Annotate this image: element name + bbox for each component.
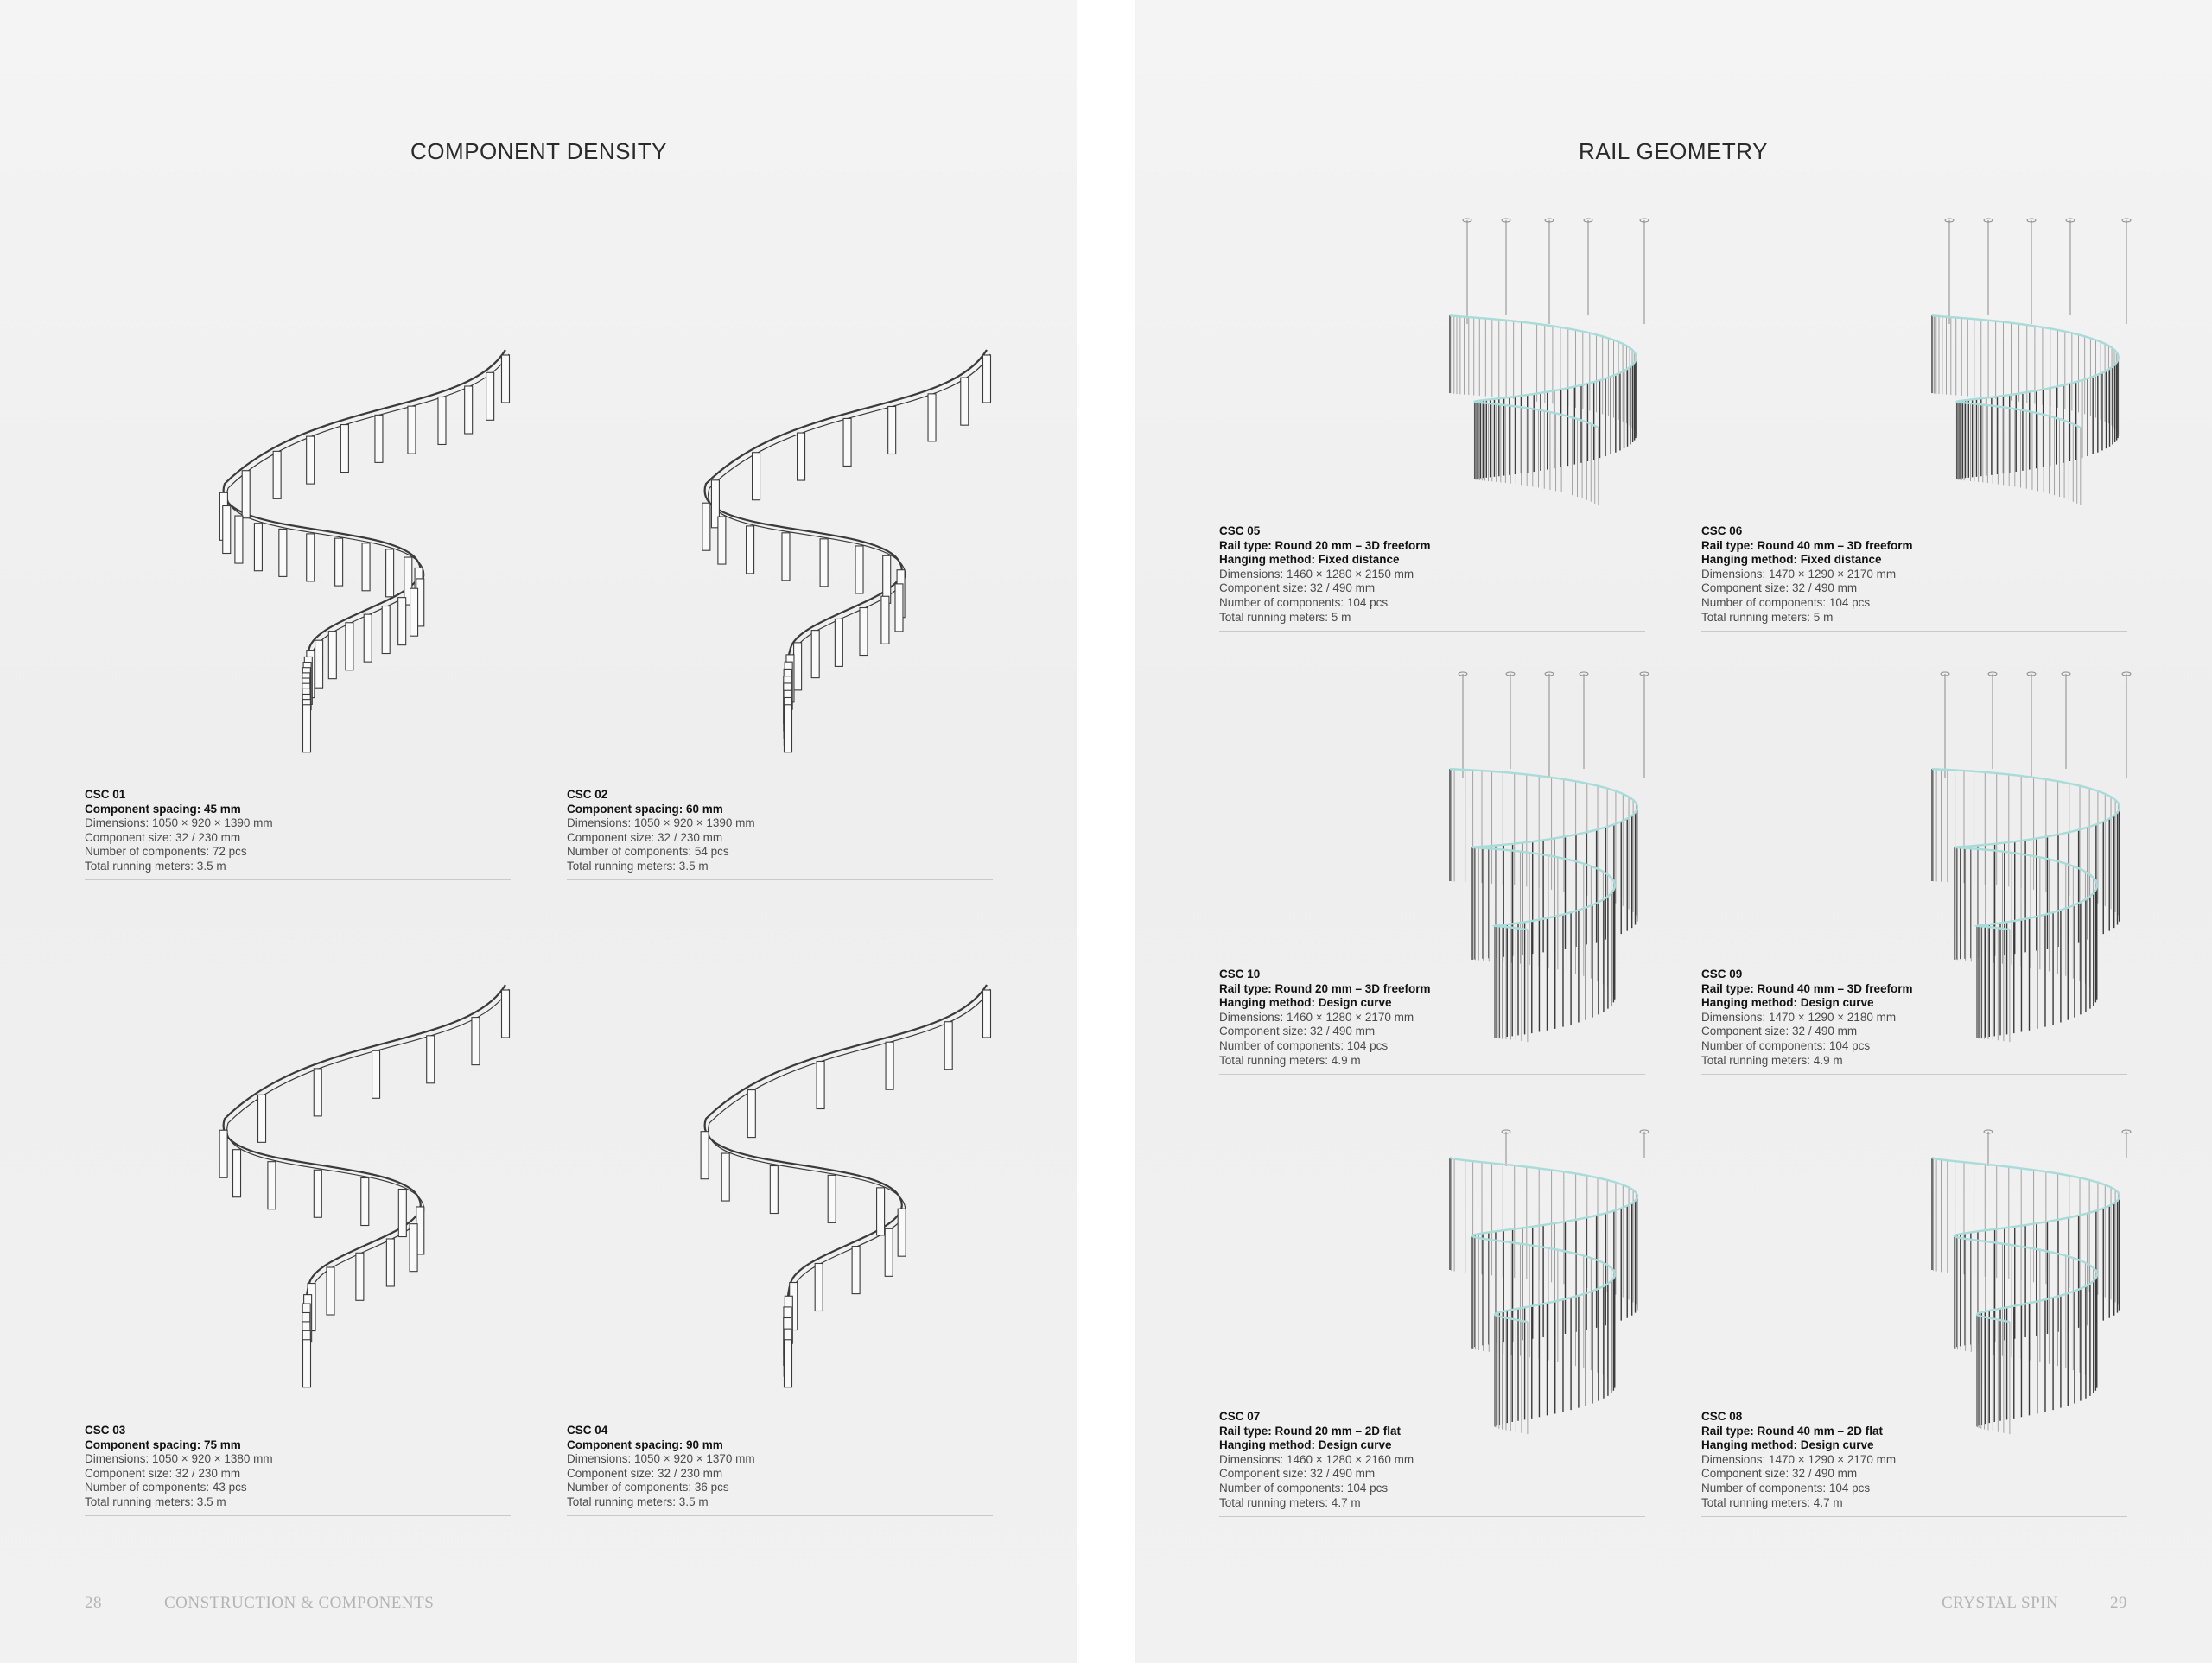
spec-components: Number of components: 104 pcs <box>1701 1481 1871 1495</box>
hanging-tube <box>356 1253 364 1300</box>
spec-component-size: Component size: 32 / 490 mm <box>1701 1467 1858 1481</box>
hanging-tube <box>811 631 819 678</box>
spec-code: CSC 02 <box>567 788 608 801</box>
divider <box>85 1515 511 1516</box>
divider <box>1219 631 1645 632</box>
hanging-tube <box>885 1228 893 1276</box>
hanging-tube <box>314 1069 321 1116</box>
spec-component-size: Component size: 32 / 490 mm <box>1701 581 1858 595</box>
hanging-tube <box>223 506 231 554</box>
spec-hanging-method: Hanging method: Design curve <box>1701 1438 1874 1452</box>
spec-running-meters: Total running meters: 4.9 m <box>1219 1053 1361 1067</box>
spec-component-size: Component size: 32 / 230 mm <box>567 1466 723 1480</box>
spec-hanging-method: Hanging method: Fixed distance <box>1219 553 1400 567</box>
hanging-tube <box>944 1022 952 1070</box>
chandelier-illustration-csc05 <box>1428 220 1670 600</box>
chandelier-illustration-csc08 <box>1910 1114 2152 1495</box>
right-page <box>1135 0 2212 1663</box>
hanging-tube <box>340 425 348 473</box>
hanging-tube <box>375 415 383 462</box>
chandelier-illustration-csc03 <box>207 972 518 1378</box>
spec-block-csc05 <box>1219 524 1431 625</box>
hanging-tube <box>486 372 494 420</box>
left-page <box>0 0 1077 1663</box>
spec-component-size: Component size: 32 / 230 mm <box>567 830 723 844</box>
spec-running-meters: Total running meters: 5 m <box>1701 610 1834 624</box>
spec-rail-type: Rail type: Round 40 mm – 2D flat <box>1701 1424 1884 1438</box>
spec-components: Number of components: 104 pcs <box>1701 1038 1871 1052</box>
spec-dimensions: Dimensions: 1470 × 1290 × 2180 mm <box>1701 1010 1897 1024</box>
hanging-tube <box>364 614 372 662</box>
hanging-tube <box>427 1036 435 1083</box>
hanging-tube <box>747 1090 755 1138</box>
hanging-tube <box>372 1050 380 1098</box>
spec-component-size: Component size: 32 / 490 mm <box>1219 1467 1376 1481</box>
chandelier-illustration-csc01 <box>207 337 518 743</box>
page-number: 28 <box>85 1594 102 1612</box>
hanging-tube <box>983 990 991 1038</box>
spec-spacing: Component spacing: 60 mm <box>567 802 723 816</box>
divider <box>567 879 993 880</box>
hanging-tube <box>465 386 473 434</box>
hanging-tube <box>273 451 281 498</box>
spec-rail-type: Rail type: Round 20 mm – 3D freeform <box>1219 981 1431 995</box>
chandelier-illustration-csc06 <box>1910 220 2152 600</box>
hanging-tube <box>279 529 287 576</box>
spec-block-csc04 <box>567 1424 755 1510</box>
divider <box>1701 1074 2127 1075</box>
section-title-rail-geometry: RAIL GEOMETRY <box>1579 138 1768 164</box>
spec-rail-type: Rail type: Round 20 mm – 2D flat <box>1219 1424 1402 1438</box>
spec-running-meters: Total running meters: 4.7 m <box>1701 1495 1843 1509</box>
spec-dimensions: Dimensions: 1050 × 920 × 1370 mm <box>567 1452 755 1466</box>
spec-component-size: Component size: 32 / 490 mm <box>1219 1025 1376 1038</box>
hanging-tube <box>843 418 851 466</box>
spec-dimensions: Dimensions: 1460 × 1280 × 2150 mm <box>1219 567 1414 581</box>
spec-components: Number of components: 104 pcs <box>1219 595 1389 609</box>
spec-code: CSC 03 <box>85 1424 126 1437</box>
spec-block-csc06 <box>1701 524 1913 625</box>
spec-hanging-method: Hanging method: Fixed distance <box>1701 553 1882 567</box>
divider <box>1219 1516 1645 1517</box>
divider <box>1701 631 2127 632</box>
rail-curve <box>224 985 505 1335</box>
hanging-tube <box>386 1239 394 1286</box>
rail-curve <box>705 350 987 700</box>
hanging-tube <box>888 406 896 454</box>
divider <box>85 879 511 880</box>
hanging-tube <box>784 1340 791 1387</box>
spec-spacing: Component spacing: 45 mm <box>85 802 241 816</box>
spec-running-meters: Total running meters: 3.5 m <box>85 1495 226 1508</box>
spec-code: CSC 07 <box>1219 1410 1261 1423</box>
hanging-tube <box>798 433 805 480</box>
spec-code: CSC 08 <box>1701 1410 1743 1423</box>
divider <box>1219 1074 1645 1075</box>
hanging-tube <box>410 1224 417 1272</box>
hanging-tube <box>268 1162 276 1209</box>
hanging-tube <box>852 1247 860 1294</box>
spec-dimensions: Dimensions: 1470 × 1290 × 2170 mm <box>1701 567 1897 581</box>
spec-dimensions: Dimensions: 1460 × 1280 × 2160 mm <box>1219 1452 1414 1466</box>
hanging-tube <box>855 546 863 593</box>
spec-dimensions: Dimensions: 1050 × 920 × 1390 mm <box>85 816 273 830</box>
hanging-tube <box>398 1190 406 1237</box>
spec-dimensions: Dimensions: 1470 × 1290 × 2170 mm <box>1701 1452 1897 1466</box>
divider <box>1701 1516 2127 1517</box>
chandelier-illustration-csc04 <box>689 972 1000 1378</box>
page-number: 29 <box>2110 1594 2127 1612</box>
spec-code: CSC 04 <box>567 1424 608 1437</box>
hanging-tube <box>784 705 791 752</box>
hanging-tube <box>314 1170 321 1217</box>
spec-spacing: Component spacing: 75 mm <box>85 1438 241 1451</box>
hanging-tube <box>328 632 336 679</box>
hanging-tube <box>983 355 991 403</box>
hanging-tube <box>235 516 243 563</box>
spec-components: Number of components: 72 pcs <box>85 845 247 859</box>
hanging-tube <box>718 517 726 564</box>
chandelier-illustration-csc07 <box>1428 1114 1670 1495</box>
hanging-tube <box>307 534 315 581</box>
hanging-tube <box>782 533 790 581</box>
hanging-tube <box>502 355 510 403</box>
spec-component-size: Component size: 32 / 490 mm <box>1701 1025 1858 1038</box>
hanging-tube <box>233 1150 241 1197</box>
hanging-tube <box>335 538 343 586</box>
hanging-tube <box>472 1018 480 1065</box>
spec-code: CSC 06 <box>1701 524 1743 537</box>
spec-component-size: Component size: 32 / 490 mm <box>1219 581 1376 595</box>
spec-components: Number of components: 54 pcs <box>567 845 729 859</box>
spec-running-meters: Total running meters: 3.5 m <box>567 859 709 873</box>
hanging-tube <box>817 1062 824 1109</box>
hanging-tube <box>219 1130 227 1177</box>
hanging-tube <box>410 588 418 636</box>
spec-components: Number of components: 43 pcs <box>85 1481 247 1495</box>
spec-block-csc07 <box>1219 1410 1414 1510</box>
spec-dimensions: Dimensions: 1460 × 1280 × 2170 mm <box>1219 1010 1414 1024</box>
spec-components: Number of components: 104 pcs <box>1701 595 1871 609</box>
hanging-tube <box>362 543 370 591</box>
spec-running-meters: Total running meters: 3.5 m <box>85 859 226 873</box>
spec-hanging-method: Hanging method: Design curve <box>1219 1438 1392 1452</box>
spec-running-meters: Total running meters: 5 m <box>1219 610 1351 624</box>
hanging-tube <box>254 524 262 571</box>
hanging-tube <box>898 1209 906 1256</box>
spec-block-csc02 <box>567 788 755 874</box>
hanging-tube <box>828 1175 836 1222</box>
spec-components: Number of components: 36 pcs <box>567 1481 729 1495</box>
spec-hanging-method: Hanging method: Design curve <box>1219 996 1392 1010</box>
spec-rail-type: Rail type: Round 40 mm – 3D freeform <box>1701 981 1913 995</box>
spec-component-size: Component size: 32 / 230 mm <box>85 830 241 844</box>
spec-spacing: Component spacing: 90 mm <box>567 1438 723 1451</box>
hanging-tube <box>835 619 842 666</box>
spec-components: Number of components: 104 pcs <box>1219 1481 1389 1495</box>
spec-dimensions: Dimensions: 1050 × 920 × 1380 mm <box>85 1452 273 1466</box>
chandelier-illustration-csc10 <box>1428 674 1670 1054</box>
spec-running-meters: Total running meters: 4.7 m <box>1219 1495 1361 1509</box>
spec-running-meters: Total running meters: 3.5 m <box>567 1495 709 1508</box>
hanging-tube <box>502 990 510 1038</box>
hanging-tube <box>961 378 969 425</box>
hanging-tube <box>327 1267 334 1315</box>
hanging-tube <box>702 503 710 550</box>
spec-components: Number of components: 104 pcs <box>1219 1038 1389 1052</box>
hanging-tube <box>382 606 390 654</box>
hanging-tube <box>747 526 754 574</box>
hanging-tube <box>315 640 323 688</box>
spec-code: CSC 10 <box>1219 968 1261 981</box>
spec-code: CSC 01 <box>85 788 126 801</box>
divider <box>567 1515 993 1516</box>
spec-component-size: Component size: 32 / 230 mm <box>85 1466 241 1480</box>
hanging-tube <box>794 643 802 690</box>
spec-block-csc03 <box>85 1424 273 1510</box>
spec-hanging-method: Hanging method: Design curve <box>1701 996 1874 1010</box>
hanging-tube <box>721 1153 729 1201</box>
hanging-tube <box>860 608 868 656</box>
hanging-tube <box>815 1263 823 1311</box>
hanging-tube <box>877 1188 885 1235</box>
hanging-tube <box>398 598 406 645</box>
hanging-tube <box>770 1166 778 1214</box>
hanging-tube <box>258 1095 266 1142</box>
hanging-tube <box>408 406 416 454</box>
hanging-tube <box>701 1132 709 1179</box>
spec-running-meters: Total running meters: 4.9 m <box>1701 1053 1843 1067</box>
spec-block-csc01 <box>85 788 273 874</box>
spec-rail-type: Rail type: Round 20 mm – 3D freeform <box>1219 538 1431 552</box>
footer-section-title: CRYSTAL SPIN <box>1942 1594 2059 1612</box>
hanging-tube <box>386 549 394 597</box>
hanging-tube <box>753 453 760 500</box>
hanging-tube <box>895 584 903 632</box>
spec-code: CSC 05 <box>1219 524 1261 537</box>
chandelier-illustration-csc02 <box>689 337 1000 743</box>
spec-code: CSC 09 <box>1701 968 1743 981</box>
hanging-tube <box>438 397 446 444</box>
hanging-tube <box>820 539 828 587</box>
spec-dimensions: Dimensions: 1050 × 920 × 1390 mm <box>567 816 755 830</box>
hanging-tube <box>361 1178 369 1226</box>
spec-block-csc10 <box>1219 968 1431 1068</box>
hanging-tube <box>242 471 250 518</box>
hanging-tube <box>302 705 310 752</box>
spec-rail-type: Rail type: Round 40 mm – 3D freeform <box>1701 538 1913 552</box>
hanging-tube <box>346 623 353 670</box>
hanging-tube <box>881 596 889 644</box>
hanging-tube <box>307 436 315 484</box>
section-title-component-density: COMPONENT DENSITY <box>410 138 667 164</box>
spec-block-csc09 <box>1701 968 1913 1068</box>
chandelier-illustration-csc09 <box>1910 674 2152 1054</box>
footer-section-title: CONSTRUCTION & COMPONENTS <box>164 1594 435 1612</box>
spec-block-csc08 <box>1701 1410 1896 1510</box>
hanging-tube <box>302 1340 310 1387</box>
hanging-tube <box>886 1042 893 1089</box>
hanging-tube <box>928 394 936 441</box>
